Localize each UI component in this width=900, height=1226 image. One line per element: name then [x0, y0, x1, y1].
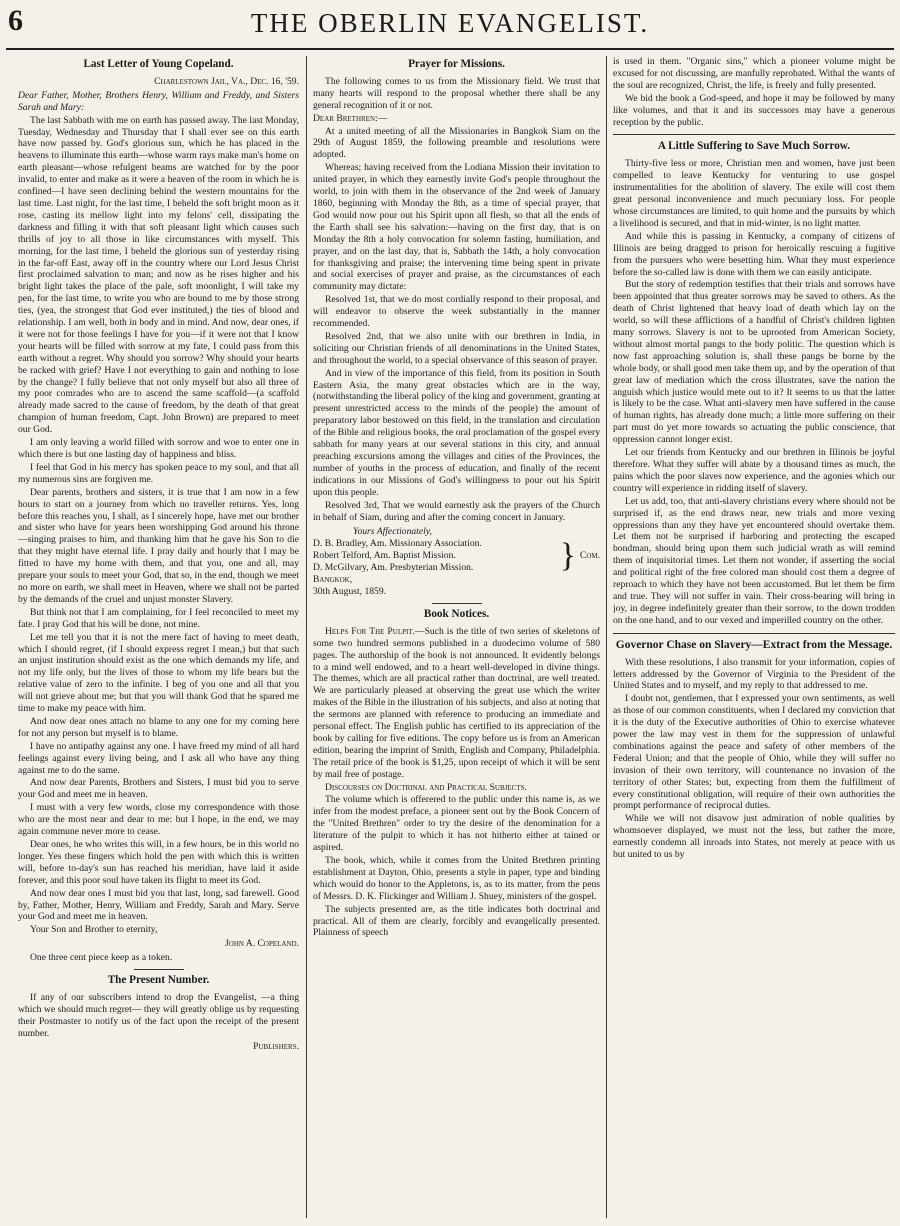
signature-date: 30th August, 1859. — [313, 585, 387, 597]
letter-body — [18, 115, 299, 937]
letter-dateline: Charlestown Jail, Va., Dec. 16, '59. — [154, 75, 299, 87]
signature-line: Robert Telford, Am. Baptist Mission. — [313, 550, 456, 562]
letter-paragraph: Let me tell you that it is not the mere fact of having to meet death, which I should regret, (if I should express regret I mean,) but that such an unjust institution should exist as the one which demands my life, and not my life only, but the lives of those to whom my life bears but the relative value of zero to the infinite. I beg of you one and all that you will not grieve about me; but that you will thank God that he spared me time to make my peace with him. — [18, 631, 299, 715]
column-right — [613, 56, 895, 1218]
newspaper-title: THE OBERLIN EVANGELIST. — [250, 8, 650, 38]
book-notices-heading: Book Notices. — [423, 607, 490, 620]
letter-paragraph: I have no antipathy against any one. I have freed my mind of all hard feelings against every living being, and I ask all who have any thing against me to do the same. — [18, 740, 299, 776]
present-number-text: If any of our subscribers intend to drop the Evangelist, —a thing which we should much regret— they will greatly oblige us by requesting their Postmaster to notify us of the fact upon the receipt of the present number. — [18, 991, 299, 1039]
book-notice-body: —Such is the title of two series of skeletons of some two hundred sermons published in a duodecimo volume of 580 pages. The authorship of the book is not announced. It evidently belongs to a mind well endowed, and to a heart well-developed in divine things. The themes, which are all practical rather than doctrinal, are well treated. We are particularly pleased at observing the great use which the writer makes of the Bible in the illustration of his subjects, and also at noting that the sermons are planned with reference to producing an immediate and personal effect. The English public has certified to its appreciation of the book by calling for five editions. The copy before us is from an American edition, bearing the imprint of Smith, English and Company, Philadelphia. The retail price of the book is $1,25, upon receipt of which it will be sent by mail free of postage. — [313, 625, 600, 780]
prayer-paragraph: Resolved 2nd, that we also unite with our brethren in India, in soliciting our Christian friends of all denominations in the United States, and throughout the world, to a special observance of this season of prayer. — [313, 330, 600, 366]
suffering-paragraph: But the story of redemption testifies that their trials and sorrows have been appointed that thus greater sorrows may be saved to others. As the death of Christ lightened that heavy load of death which lay on the world, so will these afflictions of a handful of Christ's children lighten many sorrows. Slavery is not to be uprooted from American Society, without almost mortal pangs to the body politic. The question which is now fast approaching solution is, shall these pangs be borne by the whole body, or shall good men take them up, and by the operation of that great law of mediation which the cross illustrates, save the nation the anguish which justice would mete out to it? It seems to us that the latter is likely to be the case. What anti-slavery men have suffered in the cause of human rights, has already done much; a little more suffering on their part must do yet more towards so actuating the public conscience, that oppression cannot longer exist. — [613, 279, 895, 446]
column-left — [18, 56, 299, 1218]
prayer-intro: The following comes to us from the Missionary field. We trust that many hearts will respond to the proposal whether there shall be any general recognition of it or not. — [313, 75, 600, 111]
signature-row — [313, 538, 600, 574]
continued-paragraph: is used in them. "Organic sins," which a pioneer volume might be excused for not discussing, are manfully reprobated. Withal the wants of the soul are recognized, Christ, the life, is freely and fully presented. — [613, 56, 895, 91]
prayer-paragraph: And in view of the importance of this field, from its position in South Eastern Asia, the many great obstacles which are in the way, (notwithstanding the liberal policy of the king and government, granting at present unrestricted access to the minds of the people) the amount of preparatory labor bestowed on this field, in the translation and circulation of the Bible and religious books, the oral proclamation of the gospel every sabbath for many years at our several stations in this city, and annual preaching excursions among the villages and cities of the Provinces, the number of youths in the process of education, and finally of the recent indications in our Missions of God's willingness to pour out his Spirit upon this people. — [313, 367, 600, 498]
masthead — [6, 4, 894, 50]
letter-signature: John A. Copeland. — [225, 938, 299, 950]
chase-paragraph: While we will not disavow just admiration of noble qualities by whomsoever displayed, we must not the less, but rather the more, earnestly condemn all inroads into States, not merely at peace with us but united to us by — [613, 813, 895, 861]
brace-glyph: } — [559, 537, 576, 575]
letter-paragraph: I feel that God in his mercy has spoken peace to my soul, and that all my numerous sins are forgiven me. — [18, 461, 299, 485]
chase-paragraph: I doubt not, gentlemen, that I expressed your own sentiments, as well as those of our common constituents, when I declared my conviction that it is the duty of the Executive authorities of Ohio to exercise whatever power the law may vest in them for the suppression of unlawful combinations against the peace and safety of other members of the Federal Union; and that the people of Ohio, while they will suffer no invasion of their own territory, will countenance no invasion of the territory of other States; but, expecting from them the fulfillment of every constitutional obligation, will require of their own authorities the prompt performance of reciprocal duties. — [613, 693, 895, 812]
prayer-signatures — [313, 526, 600, 597]
suffering-paragraph: Let our friends from Kentucky and our brethren in Illinois be joyful therefore. What they suffer will abate by a thousand times as much, the pains which the poor slaves now experience, and the agonies which our country will experience in ridding itself of slavery. — [613, 447, 895, 494]
book-notice-paragraph: The book, which, while it comes from the United Brethren printing establishment at Dayton, Ohio, presents a style in paper, type and binding which would do honor to the Appletons, is, as to its matter, from the pens of Messrs. D. K. Flickinger and William J. Shuey, ministers of the gospel. — [313, 855, 600, 902]
suffering-paragraph: And while this is passing in Kentucky, a company of citizens of Illinois are being dragged to prison for heroically rescuing a fugitive from the pursuers who were besetting him. What they must experience before the so-called law is done with them we can easily anticipate. — [613, 230, 895, 278]
page-number: 6 — [8, 4, 23, 37]
chase-paragraph: With these resolutions, I also transmit for your information, copies of letters addressed by the Governor of Virginia to the President of the United States and to myself, and my reply to that addressed to me. — [613, 656, 895, 692]
signature-place: Bangkok, — [313, 574, 353, 586]
section-divider — [613, 633, 895, 634]
letter-heading: Last Letter of Young Copeland. — [83, 58, 234, 70]
column-middle — [313, 56, 600, 1218]
letter-paragraph: And now dear Parents, Brothers and Sisters, I must bid you to serve your God and meet me in heaven. — [18, 777, 299, 801]
letter-postscript: One three cent piece keep as a token. — [30, 952, 173, 964]
suffering-paragraph: Thirty-five less or more, Christian men and women, have just been compelled to leave Kentucky for venturing to use gospel instrumentalities for the abolition of slavery. The exile will cost them great personal inconvenience and much pecuniary loss. For people whose circumstances are limited, to quit home and the pursuits by which a livelihood is secured, and that in mid-winter, is no light matter. — [613, 158, 895, 229]
letter-paragraph: Dear ones, he who writes this will, in a few hours, be in this world no longer. Yes these fingers which hold the pen with which this is written will, before to-day's sun has reached his meridian, have laid it aside forever, and this poor soul have taken its flight to meet its God. — [18, 839, 299, 886]
book-notice-title: Discourses on Doctrinal and Practical Subjects. — [325, 781, 527, 793]
section-divider — [432, 603, 482, 604]
letter-paragraph: But think not that I am complaining, for I feel reconciled to meet my fate. I pray God that his will be done, not mine. — [18, 606, 299, 630]
letter-salutation: Dear Father, Mother, Brothers Henry, William and Freddy, and Sisters Sarah and Mary: — [18, 89, 299, 113]
letter-paragraph: And now dear ones attach no blame to any one for my coming here for not any person but myself is to blame. — [18, 715, 299, 739]
continued-paragraph: We bid the book a God-speed, and hope it may be followed by many like volumes, and that it and its successors may have a generous reception by the public. — [613, 92, 895, 128]
signature-names — [313, 538, 556, 574]
prayer-paragraph: Whereas; having received from the Lodiana Mission their invitation to united prayer, in which they earnestly invite God's people throughout the world, to join with them in the observance of the 2nd week of January 1860, beginning with Monday the 8th, as a time of special prayer, that God would now pour out his Spirit upon all flesh, so that all the ends of the Earth shall see his salvation:—having on the first day, that is on Monday the 8th a holy convocation for solemn fasting, humiliation, and prayer, and on the last day, that is, Sabbath the 14th, a holy convocation for thanksgiving and praise; the intervening time being spent in private and social exercises of prayer and praise, as the circumstances of each community may dictate: — [313, 162, 600, 293]
letter-paragraph: Your Son and Brother to eternity, — [30, 924, 158, 936]
section-divider — [134, 969, 184, 970]
committee-label: Com. — [579, 550, 600, 562]
letter-paragraph: The last Sabbath with me on earth has passed away. The last Monday, Tuesday, Wednesday and Thursday that I shall ever see on this earth have now passed by. God's glorious sun, which he has placed in the heavens to illuminate this earth—whose warm rays make man's home on earth pleasant—whose refulgent beams are watched for by the poor invalid, to enter and make as it were a heaven of the room in which he is confined—I have seen declining behind the western mountains for the last time. Last night, for the last time, I beheld the soft bright moon as it rose, casting its mellow light into my felons' cell, dissipating the darkness and filling it with that soft pleasant light which causes such thrills of joy to all those in like circumstances with myself. This morning, for the last time, I beheld the glorious sun of yesterday rising in the far-off East, away off in the country where our Lord Jesus Christ first proclaimed salvation to man; and now as he rises higher and his bright light takes the place of the pale, soft moonlight, I will take my pen, for the last time, to write you who are bound to me by those strong ties, (yea, the strongest that God ever instituted,) the ties of blood and relationship. I am well, both in body and in mind. And now, dear ones, if it were not for those feelings I have for you—if it were not that I know your hearts will be filled with sorrow at my fate, I could pass from this earth without a regret. Why should you sorrow? Why should your hearts be racked with grief? Have I not everything to gain and nothing to lose by the change? I fully believe that not only myself but also all three of my poor comrades who are to ascend the same scaffold—(a scaffold already made sacred to the cause of freedom, by the death of that great champion of human freedom, Capt. John Brown) are prepared to meet our God. — [18, 114, 299, 436]
prayer-salutation: Dear Brethren:— — [313, 112, 388, 124]
column-rule — [606, 56, 607, 1218]
chase-heading: Governor Chase on Slavery—Extract from the Message. — [615, 638, 893, 651]
column-rule — [306, 56, 307, 1218]
prayer-paragraph: Resolved 1st, that we do most cordially respond to their proposal, and will endeavor to observe the week substantially in the manner recommended. — [313, 294, 600, 330]
prayer-paragraph: At a united meeting of all the Missionaries in Bangkok Siam on the 29th of August 1859, the following preamble and resolutions were adopted. — [313, 125, 600, 161]
signature-line: D. B. Bradley, Am. Missionary Association. — [313, 538, 482, 550]
letter-paragraph: And now dear ones I must bid you that last, long, sad farewell. Good by, Father, Mother, Henry, William and Freddy, Sarah and Mary. Serve your God and meet me in heaven. — [18, 887, 299, 923]
book-notice-paragraph: The subjects presented are, as the title indicates both doctrinal and practical. All of them are clearly, forcibly and evangelically presented. Plainness of speech — [313, 903, 600, 939]
suffering-paragraph: Let us add, too, that anti-slavery christians every where should not be surprised if, as the end draws near, new trials and more vexing oppressions than any they have yet encountered should overtake them. Let them not be surprised if harboring and protecting the escaped bondman, should bring upon them such judicial wrath as will remind them of inquisitorial times. Let them not wonder, if asserting the social and political right of the free colored man should cost them a degree of reproach to which they have not been accustomed. But let them be firm and true. They will not suffer in vain. Their cross-bearing will bring in joy, in degree indefinitely greater than their sorrow, to the down trodden on the one hand, and to our vexed and imperilled country on the other. — [613, 495, 895, 626]
present-number-heading: The Present Number. — [107, 974, 210, 987]
signature-line: D. McGilvary, Am. Presbyterian Mission. — [313, 562, 474, 574]
prayer-paragraph: Resolved 3rd, That we would earnestly ask the prayers of the Church in behalf of Siam, during and after the coming concert in January. — [313, 499, 600, 523]
present-number-signature: Publishers. — [253, 1040, 299, 1052]
prayer-heading: Prayer for Missions. — [408, 58, 505, 70]
letter-paragraph: Dear parents, brothers and sisters, it is true that I am now in a few hours to start on a journey from which no traveller returns. Yes, long before this reaches you, I shall, as I sincerely hope, have met our brother and sister who have for years been worshipping God around his throne—singing praises to him, and thanking him that he gave his Son to die that they might have eternal life. I pray daily and hourly that I may be fitted to have my home with them, and that you, one and all, may prepare your souls to meet your God, that so, in the end, though we meet no more on earth, we shall meet in Heaven, where we shall not be parted by the demands of the cruel and unjust monster Slavery. — [18, 486, 299, 605]
book-notice — [313, 626, 600, 781]
section-divider — [613, 134, 895, 135]
letter-paragraph: I am only leaving a world filled with sorrow and woe to enter one in which there is but one lasting day of happiness and bliss. — [18, 437, 299, 460]
book-notice-title: Helps For The Pulpit. — [325, 625, 415, 637]
book-notice-paragraph: The volume which is offerered to the public under this name is, as we infer from the modest preface, a pioneer sent out by the Book Concern of the "United Brethren" order to try the desire of the denomination for a literature of the pulpit to which it has not hitherto either at tained or aspired. — [313, 794, 600, 854]
suffering-heading: A Little Suffering to Save Much Sorrow. — [657, 140, 851, 153]
letter-paragraph: I must with a very few words, close my correspondence with those who are the most near and dear to me: but I hope, in the end, we may again commune never more to cease. — [18, 802, 299, 838]
prayer-closing: Yours Affectionately, — [353, 526, 432, 538]
